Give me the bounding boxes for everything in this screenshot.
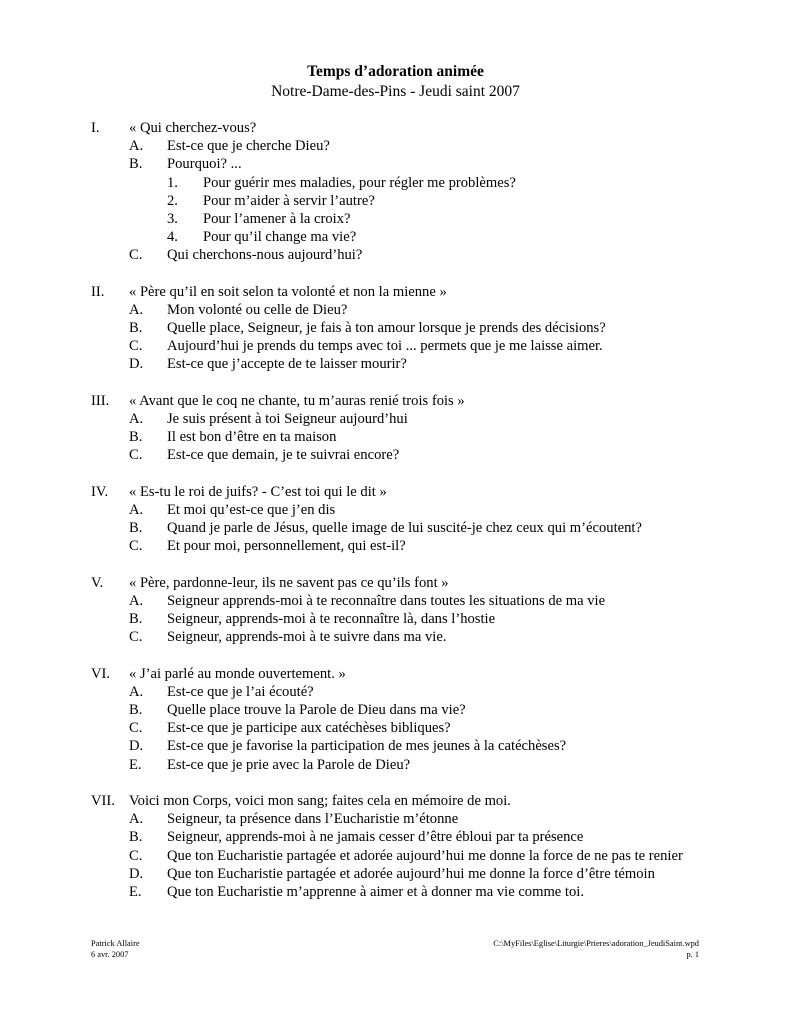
section-text: « Père, pardonne-leur, ils ne savent pas ce qu’ils font » bbox=[129, 574, 449, 591]
outline-item bbox=[91, 810, 781, 828]
footer-right bbox=[493, 938, 699, 960]
item-letter: C. bbox=[129, 247, 143, 264]
item-letter: E. bbox=[129, 883, 142, 900]
section-number: VI. bbox=[91, 665, 111, 682]
item-text: Aujourd’hui je prends du temps avec toi ... permets que je me laisse aimer. bbox=[167, 338, 603, 355]
section-heading bbox=[91, 483, 781, 501]
item-text: Est-ce que je cherche Dieu? bbox=[167, 138, 330, 155]
outline-item bbox=[91, 137, 781, 155]
outline-item bbox=[91, 719, 781, 737]
item-text: Est-ce que je prie avec la Parole de Dieu? bbox=[167, 756, 411, 773]
outline-subitem bbox=[91, 192, 781, 210]
section-heading bbox=[91, 574, 781, 592]
item-letter: D. bbox=[129, 738, 144, 755]
section-number: II. bbox=[91, 283, 105, 300]
section-text: « Avant que le coq ne chante, tu m’auras renié trois fois » bbox=[129, 392, 465, 409]
section-text: « J’ai parlé au monde ouvertement. » bbox=[129, 665, 346, 682]
item-text: Seigneur apprends-moi à te reconnaître dans toutes les situations de ma vie bbox=[167, 592, 606, 609]
item-letter: A. bbox=[129, 411, 144, 427]
outline-subitem bbox=[91, 174, 781, 192]
outline-item bbox=[91, 428, 781, 446]
subitem-text: Pour guérir mes maladies, pour régler me problèmes? bbox=[203, 174, 516, 191]
item-text: Que ton Eucharistie m’apprenne à aimer et à donner ma vie comme toi. bbox=[167, 883, 584, 900]
item-text: Est-ce que j’accepte de te laisser mourir? bbox=[167, 356, 407, 373]
item-text: Seigneur, ta présence dans l’Eucharistie m’étonne bbox=[167, 811, 459, 828]
outline-subitem bbox=[91, 210, 781, 228]
item-text: Est-ce que je participe aux catéchèses bibliques? bbox=[167, 720, 451, 737]
document-title: Temps d’adoration animée bbox=[307, 63, 484, 80]
section-spacer bbox=[91, 556, 781, 574]
outline-item bbox=[91, 410, 781, 428]
subitem-text: Pour m’aider à servir l’autre? bbox=[203, 192, 375, 209]
footer-page-number: p. 1 bbox=[686, 950, 699, 959]
item-text: Qui cherchons-nous aujourd’hui? bbox=[167, 247, 363, 264]
item-text: Est-ce que je favorise la participation de mes jeunes à la catéchèses? bbox=[167, 738, 567, 755]
section-text: « Père qu’il en soit selon ta volonté et non la mienne » bbox=[129, 283, 447, 300]
item-text: Est-ce que demain, je te suivrai encore? bbox=[167, 447, 400, 464]
item-letter: C. bbox=[129, 538, 143, 555]
outline-item bbox=[91, 301, 781, 319]
outline-item bbox=[91, 610, 781, 628]
item-text: Pourquoi? ... bbox=[167, 156, 242, 173]
item-text: Seigneur, apprends-moi à te reconnaître là, dans l’hostie bbox=[167, 611, 496, 628]
outline-item bbox=[91, 319, 781, 337]
item-text: Quand je parle de Jésus, quelle image de lui suscité-je chez ceux qui m’écoutent? bbox=[167, 520, 642, 537]
item-letter: C. bbox=[129, 629, 143, 646]
outline-subitem bbox=[91, 228, 781, 246]
outline-item bbox=[91, 828, 781, 846]
section-heading bbox=[91, 665, 781, 683]
item-text: Est-ce que je l’ai écouté? bbox=[167, 683, 314, 700]
outline-item bbox=[91, 592, 781, 610]
section-number: IV. bbox=[91, 483, 109, 500]
outline-item bbox=[91, 865, 781, 883]
item-letter: B. bbox=[129, 829, 143, 846]
document-subtitle: Notre-Dame-des-Pins - Jeudi saint 2007 bbox=[271, 83, 520, 100]
subitem-text: Pour qu’il change ma vie? bbox=[203, 229, 357, 246]
item-letter: A. bbox=[129, 592, 144, 609]
footer-author: Patrick Allaire bbox=[91, 939, 140, 948]
outline-item bbox=[91, 737, 781, 755]
outline-item bbox=[91, 519, 781, 537]
outline bbox=[91, 119, 781, 901]
item-letter: C. bbox=[129, 847, 143, 864]
footer-left bbox=[91, 938, 140, 960]
item-letter: B. bbox=[129, 702, 143, 718]
item-text: Que ton Eucharistie partagée et adorée aujourd’hui me donne la force d’être témoin bbox=[167, 865, 655, 882]
outline-item bbox=[91, 501, 781, 519]
section-heading bbox=[91, 119, 781, 137]
item-letter: A. bbox=[129, 811, 144, 828]
item-text: Quelle place, Seigneur, je fais à ton amour lorsque je prends des décisions? bbox=[167, 320, 606, 337]
section-number: I. bbox=[91, 120, 100, 136]
subitem-text: Pour l’amener à la croix? bbox=[203, 210, 351, 227]
item-letter: D. bbox=[129, 865, 144, 882]
outline-item bbox=[91, 756, 781, 774]
item-text: Seigneur, apprends-moi à ne jamais cesser d’être ébloui par ta présence bbox=[167, 829, 584, 846]
subitem-number: 2. bbox=[167, 192, 178, 209]
item-letter: D. bbox=[129, 356, 144, 373]
item-letter: C. bbox=[129, 720, 143, 737]
outline-item bbox=[91, 701, 781, 719]
outline-item bbox=[91, 246, 781, 264]
item-text: Seigneur, apprends-moi à te suivre dans ma vie. bbox=[167, 629, 447, 646]
item-text: Mon volonté ou celle de Dieu? bbox=[167, 301, 348, 318]
outline-item bbox=[91, 628, 781, 646]
footer-file-path: C:\MyFiles\Eglise\Liturgie\Prieres\adoration_JeudiSaint.wpd bbox=[493, 939, 699, 948]
item-text: Il est bon d’être en ta maison bbox=[167, 429, 337, 446]
section-text: Voici mon Corps, voici mon sang; faites cela en mémoire de moi. bbox=[129, 792, 511, 809]
item-text: Je suis présent à toi Seigneur aujourd’hui bbox=[167, 411, 408, 427]
outline-item bbox=[91, 337, 781, 355]
outline-item bbox=[91, 883, 781, 901]
section-heading bbox=[91, 392, 781, 410]
section-text: « Es-tu le roi de juifs? - C’est toi qui le dit » bbox=[129, 483, 387, 500]
item-letter: B. bbox=[129, 320, 143, 337]
subitem-number: 1. bbox=[167, 174, 178, 191]
section-heading bbox=[91, 283, 781, 301]
outline-item bbox=[91, 683, 781, 701]
section-number: VII. bbox=[91, 792, 115, 809]
item-letter: A. bbox=[129, 683, 144, 700]
outline-item bbox=[91, 847, 781, 865]
footer-date: 6 avr. 2007 bbox=[91, 950, 129, 959]
section-spacer bbox=[91, 374, 781, 392]
item-letter: A. bbox=[129, 501, 144, 518]
item-text: Et pour moi, personnellement, qui est-il? bbox=[167, 538, 406, 555]
item-text: Que ton Eucharistie partagée et adorée aujourd’hui me donne la force de ne pas te renier bbox=[167, 847, 683, 864]
item-text: Et moi qu’est-ce que j’en dis bbox=[167, 501, 336, 518]
outline-item bbox=[91, 446, 781, 464]
item-letter: E. bbox=[129, 756, 142, 773]
section-spacer bbox=[91, 265, 781, 283]
outline-item bbox=[91, 537, 781, 555]
section-number: III. bbox=[91, 392, 110, 409]
item-letter: B. bbox=[129, 156, 143, 173]
section-number: V. bbox=[91, 574, 104, 591]
subitem-number: 3. bbox=[167, 210, 178, 227]
item-letter: A. bbox=[129, 138, 144, 155]
outline-item bbox=[91, 155, 781, 173]
subitem-number: 4. bbox=[167, 229, 178, 246]
item-letter: B. bbox=[129, 520, 143, 537]
item-letter: B. bbox=[129, 429, 143, 446]
section-spacer bbox=[91, 646, 781, 664]
outline-item bbox=[91, 355, 781, 373]
item-letter: A. bbox=[129, 301, 144, 318]
item-letter: C. bbox=[129, 338, 143, 355]
section-spacer bbox=[91, 774, 781, 792]
item-text: Quelle place trouve la Parole de Dieu dans ma vie? bbox=[167, 702, 466, 718]
section-spacer bbox=[91, 465, 781, 483]
section-text: « Qui cherchez-vous? bbox=[129, 120, 257, 136]
section-heading bbox=[91, 792, 781, 810]
item-letter: B. bbox=[129, 611, 143, 628]
item-letter: C. bbox=[129, 447, 143, 464]
